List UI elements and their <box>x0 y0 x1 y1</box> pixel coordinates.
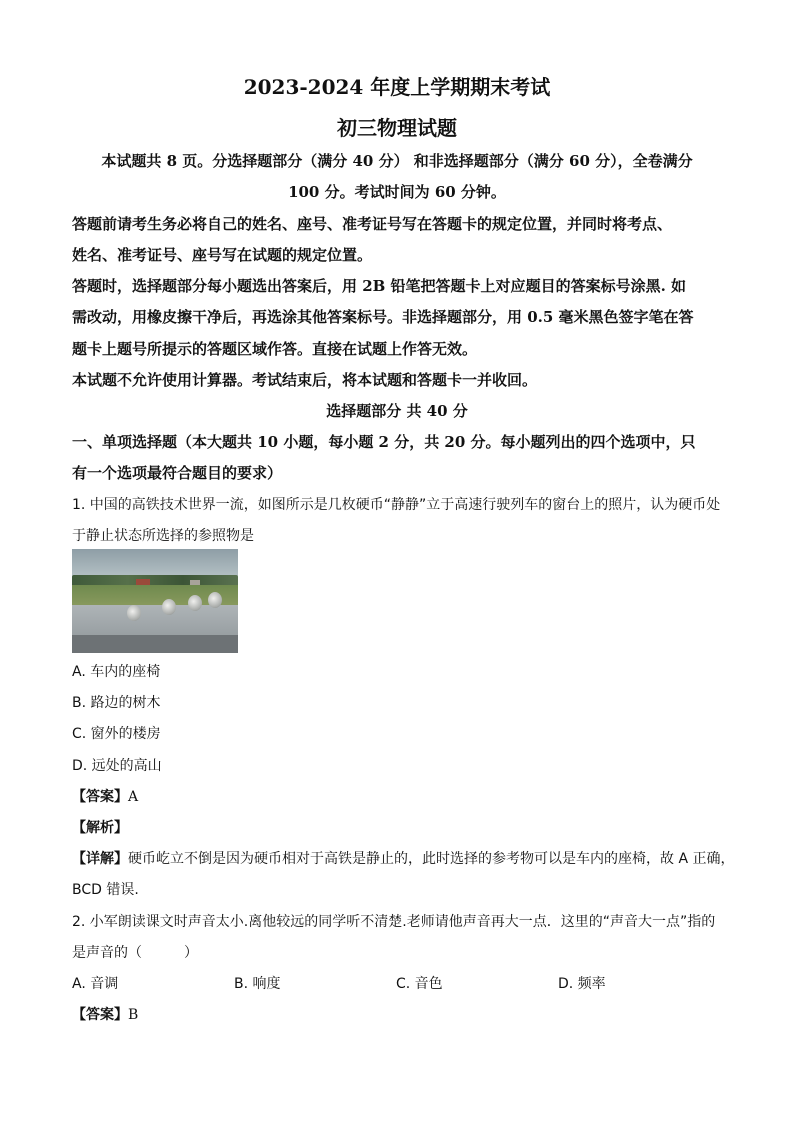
q1-option-d: D. 远处的高山 <box>72 758 162 774</box>
coin <box>162 599 176 615</box>
section-part-a: 一、单项选择题（本大题共 10 小题，每小题 2 分，共 20 分。每小题列出的四个选项中，只 <box>72 433 696 451</box>
coin <box>208 592 222 608</box>
exam-subtitle: 初三物理试题 <box>337 116 457 140</box>
coin <box>127 605 141 621</box>
detail-tag: 【详解】 <box>72 851 128 867</box>
coins-on-train-windowsill-photo <box>72 549 238 653</box>
q1-detail-a <box>72 848 734 868</box>
rule-2c: 题卡上题号所提示的答题区域作答。直接在试题上作答无效。 <box>72 340 478 358</box>
q2-stem-b: 是声音的（ ） <box>72 945 198 961</box>
q2-option-b: B. 响度 <box>234 976 281 992</box>
q1-option-c: C. 窗外的楼房 <box>72 726 161 742</box>
section-title: 选择题部分 共 40 分 <box>326 402 468 420</box>
q1-stem-b: 于静止状态所选择的参照物是 <box>72 528 254 544</box>
rule-1b: 姓名、准考证号、座号写在试题的规定位置。 <box>72 246 373 264</box>
answer-value: A <box>128 789 139 805</box>
section-part-b: 有一个选项最符合题目的要求） <box>72 464 283 482</box>
q1-option-b: B. 路边的树木 <box>72 695 161 711</box>
q2-option-a: A. 音调 <box>72 976 119 992</box>
q1-analysis <box>72 817 128 837</box>
answer-tag: 【答案】 <box>72 1007 128 1023</box>
q2-answer <box>72 1004 138 1024</box>
rule-2a: 答题时，选择题部分每小题选出答案后，用 2B 铅笔把答题卡上对应题目的答案标号涂黑. 如 <box>72 277 687 295</box>
rule-2b: 需改动，用橡皮擦干净后，再选涂其他答案标号。非选择题部分，用 0.5 毫米黑色签字笔在答 <box>72 308 694 326</box>
exam-title: 2023-2024 年度上学期期末考试 <box>243 75 551 99</box>
rule-3: 本试题不允许使用计算器。考试结束后，将本试题和答题卡一并收回。 <box>72 371 538 389</box>
coin <box>188 595 202 611</box>
analysis-tag: 【解析】 <box>72 820 128 836</box>
detail-text: 硬币屹立不倒是因为硬币相对于高铁是静止的，此时选择的参考物可以是车内的座椅，故 A 正确， <box>128 851 735 867</box>
rule-1a: 答题前请考生务必将自己的姓名、座号、准考证号写在答题卡的规定位置，并同时将考点、 <box>72 215 673 233</box>
q2-options <box>72 973 720 993</box>
q1-option-a: A. 车内的座椅 <box>72 664 161 680</box>
q2-stem-a: 2. 小军朗读课文时声音太小.离他较远的同学听不清楚.老师请他声音再大一点．这里的“声音大一点”指的 <box>72 914 716 930</box>
q2-option-c: C. 音色 <box>396 976 443 992</box>
answer-tag: 【答案】 <box>72 789 128 805</box>
answer-value: B <box>128 1007 139 1023</box>
q1-answer <box>72 786 138 806</box>
notice-line-2: 100 分。考试时间为 60 分钟。 <box>288 183 506 201</box>
q1-stem-a: 1. 中国的高铁技术世界一流，如图所示是几枚硬币“静静”立于高速行驶列车的窗台上的照片，认为硬币处 <box>72 497 721 513</box>
q2-option-d: D. 频率 <box>558 976 606 992</box>
q1-detail-b: BCD 错误. <box>72 882 139 898</box>
notice-line-1: 本试题共 8 页。分选择题部分（满分 40 分） 和非选择题部分（满分 60 分），全卷满分 <box>101 152 693 170</box>
